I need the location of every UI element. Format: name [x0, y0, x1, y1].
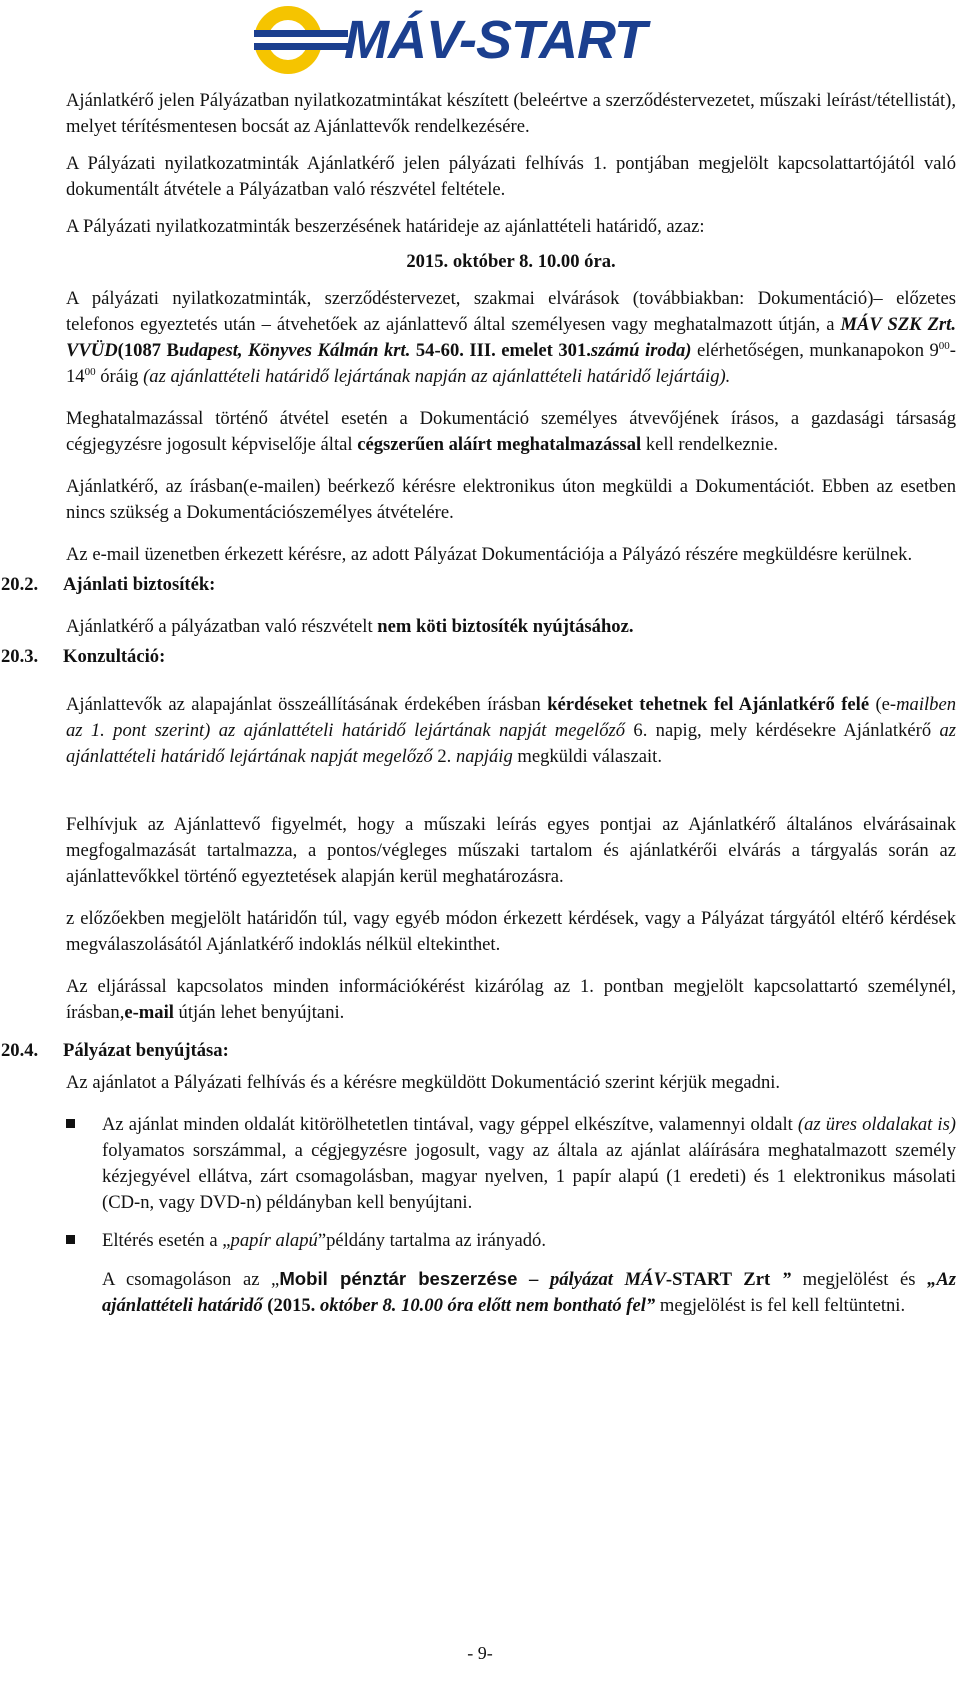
- paragraph: Az eljárással kapcsolatos minden információkérést kizárólag az 1. pontban megjelölt kapcsolattartó személynél, írásban,e-mail útján lehet benyújtani.: [66, 976, 956, 1023]
- section-heading-20-2: 20.2. Ajánlati biztosíték:: [1, 574, 216, 595]
- section-heading-20-3: 20.3. Konzultáció:: [1, 646, 166, 667]
- paragraph: Ajánlatkérő a pályázatban való részvételt nem köti biztosíték nyújtásához.: [66, 616, 634, 637]
- paragraph: Az e-mail üzenetben érkezett kérésre, az adott Pályázat Dokumentációja a Pályázó részére megküldésre kerülnek.: [66, 544, 913, 565]
- paragraph: z előzőekben megjelölt határidőn túl, vagy egyéb módon érkezett kérdések, vagy a Pályázat tárgyától eltérő kérdések megválaszolásától Ajánlatkérő indoklás nélkül eltekinthet.: [66, 908, 956, 955]
- paragraph: Ajánlatkérő jelen Pályázatban nyilatkozatmintákat készített (beleértve a szerződéstervezetet, műszaki leírást/tétellistát), melyet térítésmentesen bocsát az Ajánlattevők rendelkezésére.: [66, 90, 956, 137]
- logo-emblem-icon: [248, 2, 348, 78]
- document-body: [1, 88, 957, 1319]
- mav-start-logo: [248, 2, 668, 78]
- paragraph: Az ajánlatot a Pályázati felhívás és a kérésre megküldött Dokumentáció szerint kérjük megadni.: [66, 1072, 781, 1093]
- paragraph: A Pályázati nyilatkozatminták beszerzésének határideje az ajánlattételi határidő, azaz:: [66, 216, 705, 237]
- list-item: Eltérés esetén a „papír alapú”példány tartalma az irányadó.: [66, 1228, 956, 1254]
- packaging-note: A csomagoláson az „Mobil pénztár beszerzése – pályázat MÁV-START Zrt ” megjelölést és „Az ajánlattételi határidő (2015. október 8. 10.00 óra előtt nem bontható fel” megjelölést is fel kell feltüntetni.: [102, 1268, 957, 1316]
- deadline-line: 2015. október 8. 10.00 óra.: [406, 251, 616, 272]
- section-heading-20-4: 20.4. Pályázat benyújtása:: [1, 1040, 229, 1061]
- paragraph-document-pickup: A pályázati nyilatkozatminták, szerződéstervezet, szakmai elvárások (továbbiakban: Dokumentáció)– előzetes telefonos egyeztetés után – átvehetőek az ajánlattevő által személyesen vagy meghatalmazott útján, a MÁV SZK Zrt. VVÜD(1087 Budapest, Könyves Kálmán krt. 54-60. III. emelet 301.számú iroda) elérhetőségen, munkanapokon $9^{00}-14^{00}$ óráig (az ajánlattételi határidő lejártának napján az ajánlattételi határidő lejártáig).: [66, 288, 956, 387]
- paragraph: Ajánlatkérő, az írásban(e-mailen) beérkező kérésre elektronikus úton megküldi a Dokumentációt. Ebben az esetben nincs szükség a Dokumentációszemélyes átvételére.: [66, 476, 956, 523]
- square-bullet-icon: [66, 1235, 75, 1244]
- paragraph: Felhívjuk az Ajánlattevő figyelmét, hogy a műszaki leírás egyes pontjai az Ajánlatkérő általános elvárásainak megfogalmazását tartalmazza, a pontos/végleges műszaki tartalom és ajánlatkérői elvárás a tárgyalás során az ajánlattevőkkel történő egyeztetések alapján kerül meghatározásra.: [66, 814, 956, 887]
- bullet-list: [66, 1112, 956, 1319]
- paragraph: A Pályázati nyilatkozatminták Ajánlatkérő jelen pályázati felhívás 1. pontjában megjelölt kapcsolattartójától való dokumentált átvétele a Pályázatban való részvétel feltétele.: [66, 153, 956, 200]
- list-item: Az ajánlat minden oldalát kitörölhetetlen tintával, vagy géppel elkészítve, valamennyi oldalt (az üres oldalakat is) folyamatos sorszámmal, a cégjegyzésre jogosult, vagy az általa az ajánlat aláírására meghatalmazott személy kézjegyével ellátva, zárt csomagolásban, magyar nyelven, 1 papír alapú (1 eredeti) és 1 elektronikus másolati (CD-n, vagy DVD-n) példányban kell benyújtani.: [66, 1112, 956, 1216]
- square-bullet-icon: [66, 1119, 75, 1128]
- paragraph-authorization: Meghatalmazással történő átvétel esetén a Dokumentáció személyes átvevőjének írásos, a gazdasági társaság cégjegyzésre jogosult képviselője által cégszerűen aláírt meghatalmazással kell rendelkeznie.: [66, 408, 956, 455]
- page-number: - 9-: [467, 1643, 493, 1663]
- paragraph-questions: Ajánlattevők az alapajánlat összeállításának érdekében írásban kérdéseket tehetnek fel Ajánlatkérő felé (e-mailben az 1. pont szerint) az ajánlattételi határidő lejártának napját megelőző 6. napig, mely kérdésekre Ajánlatkérő az ajánlattételi határidő lejártának napját megelőző 2. napjáig megküldi válaszait.: [66, 694, 957, 767]
- logo-wordmark: MÁV-START: [344, 10, 646, 70]
